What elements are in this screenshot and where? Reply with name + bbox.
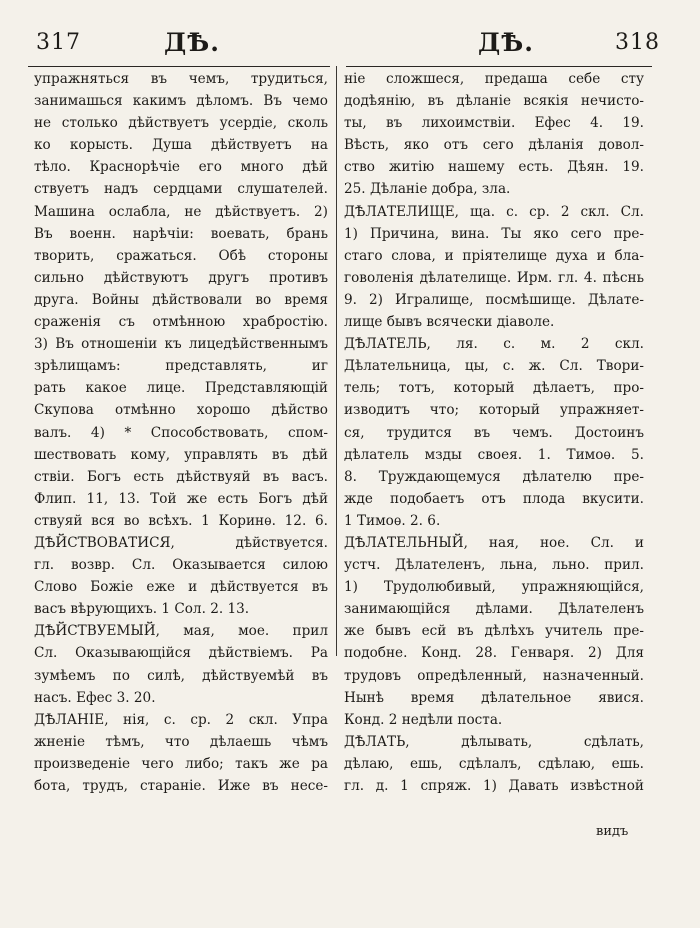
text-line: ко корысть. Душа дѣйствуетъ на (34, 137, 328, 154)
text-line: Сл. Оказывающійся дѣйствіемъ. Ра (34, 645, 328, 662)
text-line: подобне. Конд. 28. Генваря. 2) Для (344, 645, 644, 662)
text-line: не столько дѣйствуетъ усердіе, сколь (34, 115, 328, 132)
catchword: видъ (596, 824, 629, 839)
text-line: гл. д. 1 спряж. 1) Давать извѣстной (344, 778, 644, 794)
text-line: дѣлаю, ешь, сдѣлалъ, сдѣлаю, ешь. (344, 755, 644, 772)
text-line: ствуетъ надъ сердцами слушателей. (34, 181, 328, 198)
page-header (0, 28, 700, 62)
text-line: Конд. 2 недѣли поста. (344, 711, 503, 728)
right-header-rule (346, 66, 652, 67)
text-line: ство житію нашему есть. Дѣян. 19. (344, 159, 644, 176)
text-line: гл. возвр. Сл. Оказывается силою (34, 557, 328, 574)
text-line: устч. Дѣлателенъ, льна, льно. прил. (344, 557, 644, 574)
text-line: 9. 2) Игралище, посмѣшище. Дѣлате- (344, 291, 644, 308)
text-line: ствіи. Богъ есть дѣйствуяй въ васъ. (34, 468, 328, 485)
text-line: додѣянію, въ дѣланіе всякія нечисто- (344, 93, 644, 110)
text-line: 1) Причина, вина. Ты яко сего пре- (344, 225, 644, 242)
entry-headword-line: ДѢЛАТЕЛИЩЕ, ща. с. ср. 2 скл. Сл. (344, 203, 644, 220)
text-line: Нынѣ время дѣлательное явися. (344, 689, 644, 706)
left-header-rule (28, 66, 330, 67)
text-line: ніе сложшеся, предаша себе сту (344, 71, 644, 87)
text-line: Скупова отмѣнно хорошо дѣйство (34, 402, 328, 419)
text-line: 1) Трудолюбивый, упражняющійся, (344, 579, 644, 596)
left-text-column (34, 68, 328, 797)
text-line: 1 Тимоѳ. 2. 6. (344, 512, 441, 529)
entry-headword-line: ДѢЛАНІЕ, нія, с. ср. 2 скл. Упра (34, 711, 328, 728)
text-line: изводитъ что; который упражняет- (344, 402, 644, 419)
text-line: бота, трудъ, старанiе. Иже въ несе- (34, 778, 328, 794)
entry-headword-line: ДѢЛАТЕЛЬНЫЙ, ная, ное. Сл. и (344, 534, 644, 551)
text-line: зумѣемъ по силѣ, дѣйствуемѣй въ (34, 667, 328, 684)
text-line: творить, сражаться. Обѣ стороны (34, 247, 328, 264)
text-line: тель; тотъ, который дѣлаетъ, про- (344, 380, 644, 397)
text-line: Дѣлательница, цы, с. ж. Сл. Твори- (344, 358, 644, 375)
text-line: ты, въ лихоимствіи. Ефес 4. 19. (344, 115, 644, 132)
right-running-head: ДѢ. (478, 28, 534, 57)
text-line: ствуяй вся во всѣхъ. 1 Коринѳ. 12. 6. (34, 512, 328, 529)
text-line: Машина ослабла, не дѣйствуетъ. 2) (34, 203, 328, 220)
text-line: Слово Божіе еже и дѣйствуется въ (34, 579, 328, 596)
text-line: друга. Войны дѣйствовали во время (34, 291, 328, 308)
text-line: произведеніе чего либо; такъ же ра (34, 755, 328, 772)
text-line: занимающійся дѣлами. Дѣлателенъ (344, 601, 644, 618)
left-running-head: ДѢ. (164, 28, 220, 57)
text-line: 8. Труждающемуся дѣлателю пре- (344, 468, 644, 485)
entry-headword-line: ДѢЛАТЬ, дѣлывать, сдѣлать, (344, 733, 644, 750)
text-line: ся, трудится въ чемъ. Достоинъ (344, 424, 644, 441)
text-line: шествовать кому, управлять въ дѣй (34, 446, 328, 463)
text-line: рать какое лице. Представляющій (34, 380, 328, 397)
text-line: жде подобаетъ отъ плода вкусити. (344, 490, 644, 507)
entry-headword-line: ДѢЙСТВОВАТИСЯ, дѣйствуется. (34, 534, 328, 551)
right-text-column (344, 68, 644, 797)
text-line: сильно дѣйствуютъ другъ противъ (34, 269, 328, 286)
text-line: стаго слова, и пріятелище духа и бла- (344, 247, 644, 264)
text-line: жненіе тѣмъ, что дѣлаешь чѣмъ (34, 733, 328, 750)
left-page-number: 317 (36, 30, 81, 55)
text-line: лище бывъ всячески дiаволе. (344, 314, 555, 331)
text-line: васъ вѣрующихъ. 1 Сол. 2. 13. (34, 601, 250, 618)
text-line: Вѣсть, яко отъ сего дѣланія довол- (344, 137, 644, 154)
text-line: 3) Въ отношеніи къ лицедѣйственнымъ зрѣлищамъ: представлять, иг (34, 336, 328, 375)
entry-headword-line: ДѢЙСТВУЕМЫЙ, мая, мое. прил (34, 623, 328, 640)
column-separator (336, 66, 337, 656)
text-line: насъ. Ефес 3. 20. (34, 689, 156, 706)
text-line: упражняться въ чемъ, трудиться, (34, 71, 328, 87)
right-page-number: 318 (615, 30, 660, 55)
text-line: трудовъ опредѣленный, назначенный. (344, 667, 644, 684)
text-line: Въ военн. нарѣчіи: воевать, брань (34, 225, 328, 242)
text-line: дѣлатель мзды своея. 1. Тимоѳ. 5. (344, 446, 644, 463)
text-line: сраженія съ отмѣнною храбростію. (34, 314, 328, 331)
text-line: Флип. 11, 13. Той же есть Богъ дѣй (34, 490, 328, 507)
text-line: 25. Дѣланіе добра, зла. (344, 181, 511, 198)
text-line: тѣло. Краснорѣчіе его много дѣй (34, 159, 328, 176)
entry-headword-line: ДѢЛАТЕЛЬ, ля. с. м. 2 скл. (344, 336, 644, 353)
text-line: же бывъ есй въ дѣлѣхъ учитель пре- (344, 623, 644, 640)
text-line: валъ. 4) * Способствовать, спом- (34, 424, 328, 441)
text-line: занимашься какимъ дѣломъ. Въ чемо (34, 93, 328, 110)
text-line: говоленія дѣлателище. Ирм. гл. 4. пѣснь (344, 269, 644, 286)
